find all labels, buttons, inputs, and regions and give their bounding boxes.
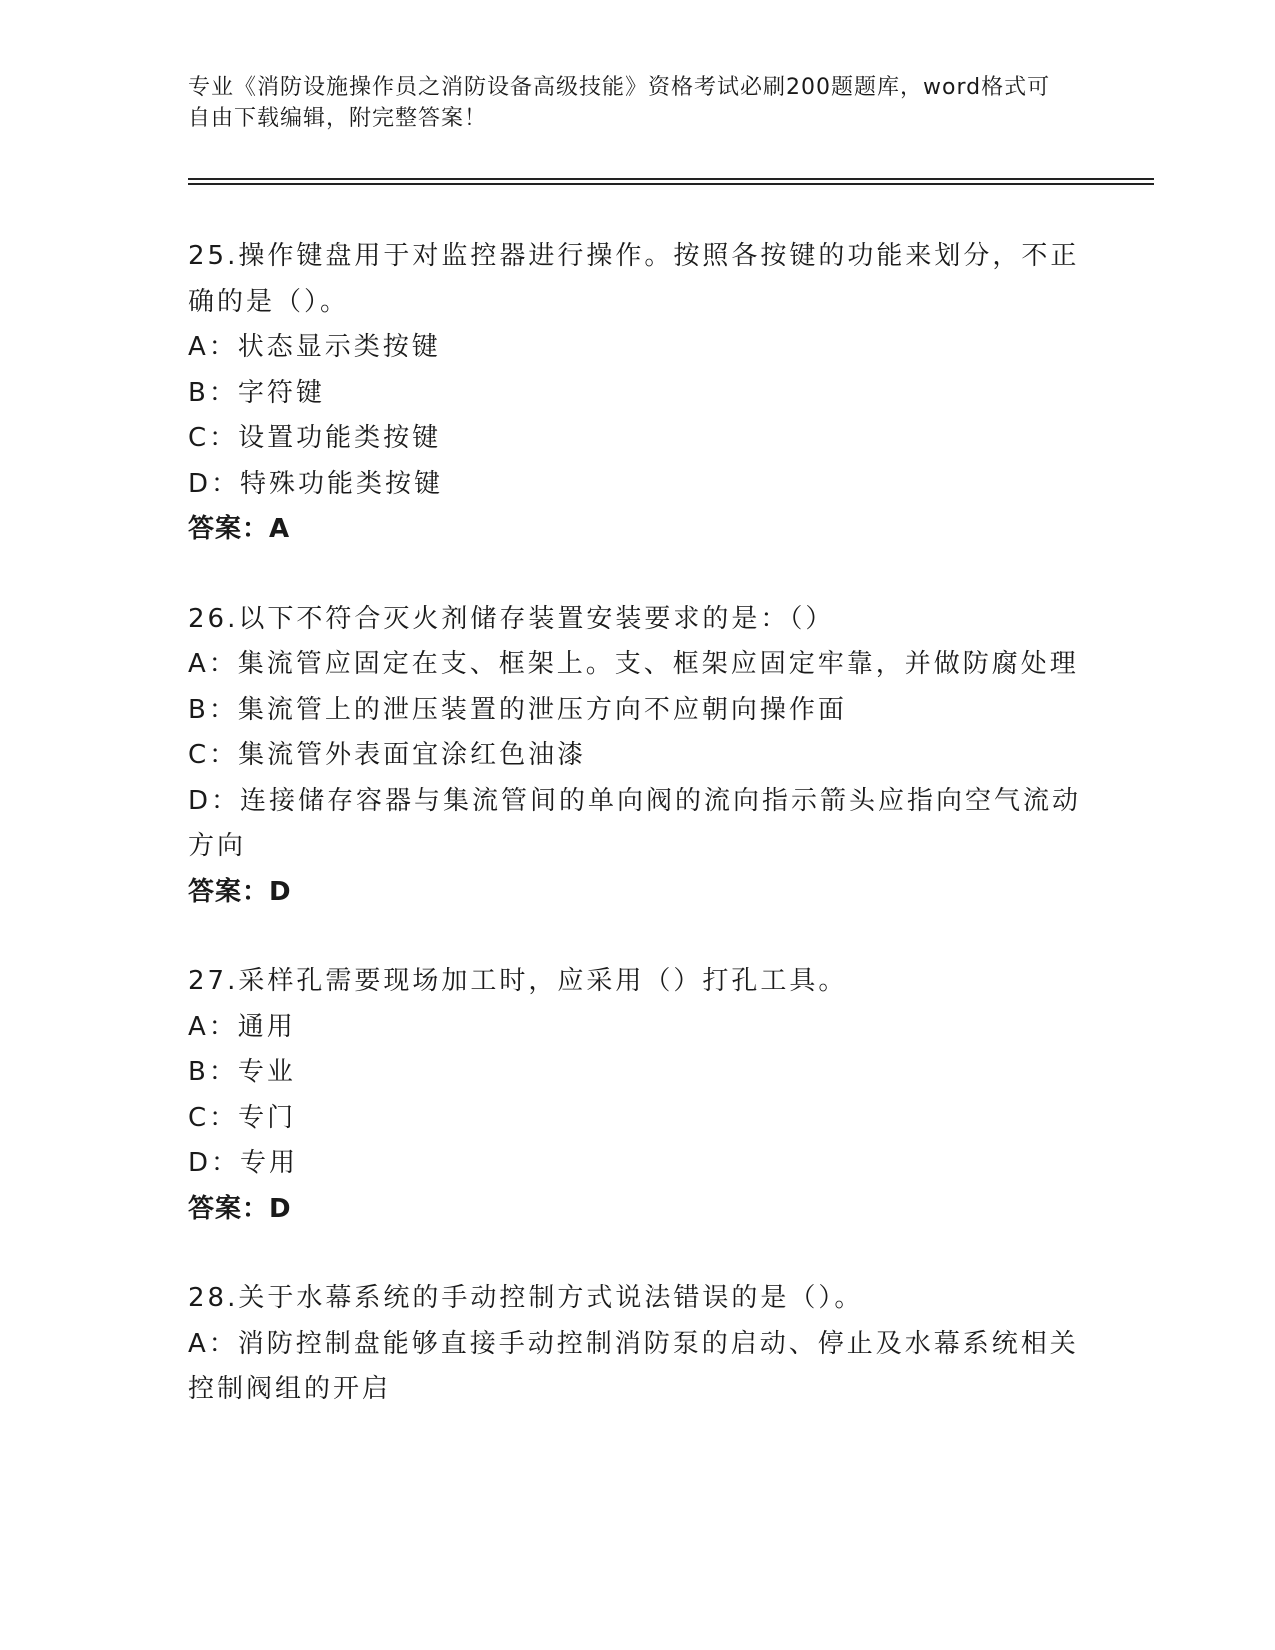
header-divider-bottom bbox=[188, 183, 1154, 185]
option-a: A：通用 bbox=[188, 1011, 296, 1042]
question-25 bbox=[188, 234, 1088, 553]
question-stem: 26.以下不符合灭火剂储存装置安装要求的是：（） bbox=[188, 603, 835, 634]
answer: 答案：D bbox=[188, 876, 292, 907]
option-a: A：消防控制盘能够直接手动控制消防泵的启动、停止及水幕系统相关 bbox=[188, 1328, 1079, 1359]
option-b: B：专业 bbox=[188, 1057, 296, 1087]
question-stem: 25.操作键盘用于对监控器进行操作。按照各按键的功能来划分，不正 bbox=[188, 241, 1080, 271]
option-c: C：专门 bbox=[188, 1102, 297, 1133]
question-27 bbox=[188, 959, 1088, 1232]
header-divider-top bbox=[188, 178, 1154, 180]
document-intro: 专业《消防设施操作员之消防设备高级技能》资格考试必刷200题题库，word格式可自由下载编辑，附完整答案！ bbox=[188, 75, 1051, 131]
option-a: A：集流管应固定在支、框架上。支、框架应固定牢靠，并做防腐处理 bbox=[188, 649, 1079, 679]
option-c: C：设置功能类按键 bbox=[188, 423, 442, 453]
option-a: A：状态显示类按键 bbox=[188, 332, 441, 362]
answer: 答案：A bbox=[188, 514, 291, 544]
option-d-continued: 方向 bbox=[188, 831, 247, 861]
question-stem: 28.关于水幕系统的手动控制方式说法错误的是（）。 bbox=[188, 1283, 864, 1313]
question-26 bbox=[188, 597, 1088, 916]
answer: 答案：D bbox=[188, 1193, 292, 1224]
question-stem: 27.采样孔需要现场加工时，应采用（）打孔工具。 bbox=[188, 966, 848, 996]
question-28 bbox=[188, 1276, 1088, 1413]
option-b: B：字符键 bbox=[188, 377, 325, 408]
option-c: C：集流管外表面宜涂红色油漆 bbox=[188, 740, 587, 770]
option-d: D：专用 bbox=[188, 1148, 299, 1178]
question-stem-continued: 确的是（）。 bbox=[188, 286, 350, 317]
option-a-continued: 控制阀组的开启 bbox=[188, 1374, 392, 1404]
option-b: B：集流管上的泄压装置的泄压方向不应朝向操作面 bbox=[188, 694, 847, 725]
option-d: D：特殊功能类按键 bbox=[188, 468, 444, 499]
option-d: D：连接储存容器与集流管间的单向阀的流向指示箭头应指向空气流动 bbox=[188, 785, 1082, 816]
question-list bbox=[188, 234, 1088, 1457]
